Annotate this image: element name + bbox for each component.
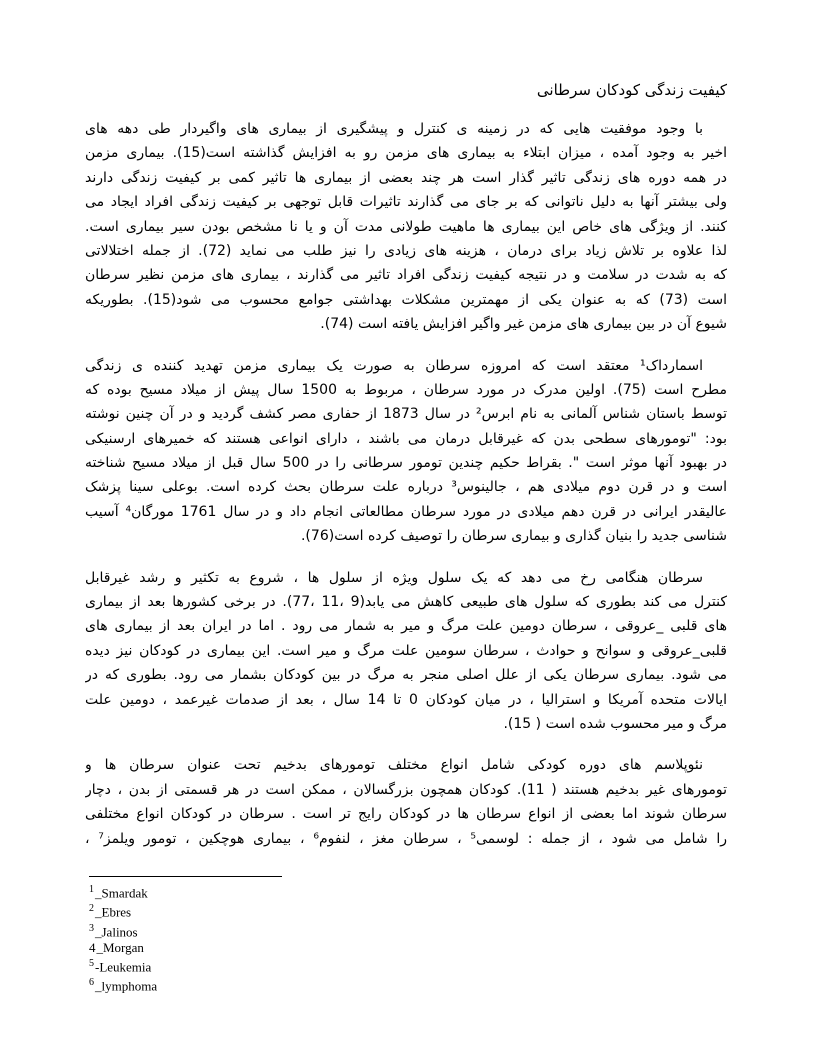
- text-line: مرگ و میر محسوب شده است ( 15).: [503, 715, 727, 732]
- text-line: بود: "تومورهای سطحی بدن که غیرقابل درمان می باشند ، دارای انواعی هستند که خمیرهای ارسنیکی: [85, 430, 727, 447]
- footnote-text: _lymphoma: [95, 978, 158, 994]
- text-line: با وجود موفقیت هایی که در زمینه ی کنترل و پیشگیری از بیماری های واگیردار طی دهه های: [85, 121, 703, 137]
- footnote-marker: 6: [89, 977, 94, 989]
- footnote-text: _Ebres: [95, 904, 132, 920]
- document-body: [85, 80, 727, 851]
- text-line: مطرح است (75). اولین مدرک در مورد سرطان ، مربوط به 1500 سال پیش از میلاد مسیح بوده که: [85, 381, 727, 398]
- footnote-item: [85, 956, 485, 975]
- footnote-item: [85, 921, 485, 940]
- footnote-text: _Smardak: [95, 885, 148, 901]
- text-line: است و در قرن دوم میلادی هم ، جالینوس³ درباره علت سرطان بحث کرده است. بوعلی سینا پزشک: [85, 479, 727, 496]
- paragraph: [85, 753, 727, 851]
- text-line: سرطان هنگامی رخ می دهد که یک سلول ویژه از سلول ها ، شروع به تکثیر و رشد غیرقابل: [85, 569, 703, 586]
- paragraph: [85, 117, 727, 337]
- text-line: سرطان شوند اما بعضی از انواع سرطان ها در کودکان رایج تر است . سرطان در کودکان انواع مختلفی: [85, 806, 727, 823]
- footnote-item: [85, 975, 485, 994]
- text-line: نئوپلاسم های دوره کودکی شامل انواع مختلف تومورهای بدخیم تحت عنوان سرطان ها و: [85, 757, 703, 774]
- footnote-list: [85, 882, 485, 995]
- footnote-area: [85, 876, 485, 995]
- footnote-marker: 2: [89, 903, 94, 915]
- paragraph: [85, 354, 727, 549]
- text-line: لذا علاوه بر تلاش زیاد برای درمان ، هزینه های زیادی را نیز طلب می نماید (72). از جمله اختلالاتی: [85, 242, 727, 259]
- text-line: کنند. از ویژگی های خاص این بیماری ها ماهیت طولانی مدت آن و یا نا مشخص بودن سیر بیماری است.: [85, 218, 727, 235]
- footnote-item: [85, 882, 485, 901]
- text-line: تومورهای غیر بدخیم هستند ( 11). کودکان همچون بزرگسالان ، ممکن است در هر قسمتی از بدن ، دچار: [85, 781, 727, 798]
- footnote-text: _Jalinos: [95, 923, 138, 939]
- paragraph: [85, 566, 727, 737]
- paragraph-container: [85, 117, 727, 851]
- footnote-marker: 4: [89, 939, 96, 955]
- text-line: را شامل می شود ، از جمله : لوسمی⁵ ، سرطان مغز ، لنفوم⁶ ، بیماری هوچکین ، تومور ویلمز⁷ ،: [85, 830, 727, 847]
- text-line: اسمارداک¹ معتقد است که امروزه سرطان به صورت یک بیماری مزمن تهدید کننده ی زندگی: [85, 357, 703, 374]
- footnote-text: _Morgan: [96, 939, 144, 955]
- text-line: ایالات متحده آمریکا و استرالیا ، در میان کودکان 0 تا 14 سال ، بعد از صدمات غیرعمد ، دومین علت: [85, 691, 727, 708]
- text-line: های قلبی _عروقی ، سرطان دومین علت مرگ و میر به شمار می رود . اما در ایران بعد از بیماری های: [85, 618, 727, 635]
- footnote-marker: 5: [89, 957, 94, 969]
- footnote-marker: 3: [89, 922, 94, 934]
- text-line: است (73) که به عنوان یکی از مهمترین مشکلات بهداشتی جوامع محسوب می شود(15). بطوریکه: [85, 291, 727, 308]
- text-line: می شود. بیماری سرطان یکی از علل اصلی منجر به مرگ در بین کودکان بشمار می رود. بطوری که در: [85, 667, 727, 684]
- text-line: که به شدت در سلامت و در نتیجه کیفیت زندگی افراد تاثیر می گذارند ، بیماری های مزمن نظیر سرطان: [85, 267, 727, 284]
- text-line: در همه دوره های زندگی تاثیر گذار است هر چند بعضی از بیماری ها تاثیر کمی بر کیفیت زندگی دارند: [85, 169, 727, 186]
- footnote-item: [85, 901, 485, 920]
- text-line: کنترل می کند بطوری که سلول های طبیعی کاهش می یابد⁦(77، 11، 9)⁩. در برخی کشورها بعد از بیماری: [85, 594, 727, 611]
- text-line: شناسی جدید را بنیان گذاری و بیماری سرطان را توصیف کرده است(76).: [300, 528, 727, 545]
- footnote-marker: 1: [89, 884, 94, 895]
- text-line: شیوع آن در بین بیماری های مزمن غیر واگیر افزایش یافته است (74).: [320, 316, 727, 333]
- text-line: در بهبود آنها موثر است ". بقراط حکیم چندین تومور سرطانی را در 500 سال قبل از میلاد مسیح شناخته: [85, 455, 727, 472]
- text-line: توسط باستان شناس آلمانی به نام ابرس² در سال 1873 از حفاری مصر کشف گردید و در آن چنین نوشته: [85, 406, 727, 423]
- text-line: ولی بیشتر آنها به دلیل ناتوانی که بر جای می گذارند تاثیرات قابل توجهی بر کیفیت زندگی افراد ایجاد می: [85, 194, 727, 211]
- footnote-item: [85, 940, 485, 956]
- text-line: عالیقدر ایرانی در قرن دهم میلادی در مورد سرطان مطالعاتی انجام داد و در سال 1761 مورگان⁴ آسیب: [85, 503, 727, 520]
- page-title: کیفیت زندگی کودکان سرطانی: [536, 81, 727, 99]
- text-line: اخیر به وجود آمده ، میزان ابتلاء به بیماری های مزمن رو به افزایش گذاشته است(15). بیماری مزمن: [85, 145, 727, 162]
- footnote-separator: [89, 876, 282, 877]
- text-line: قلبی_عروقی و سوانح و حوادث ، سرطان سومین علت مرگ و میر است. این بیماری در کودکان نیز دیده: [85, 642, 727, 659]
- footnote-text: -Leukemia: [95, 959, 152, 975]
